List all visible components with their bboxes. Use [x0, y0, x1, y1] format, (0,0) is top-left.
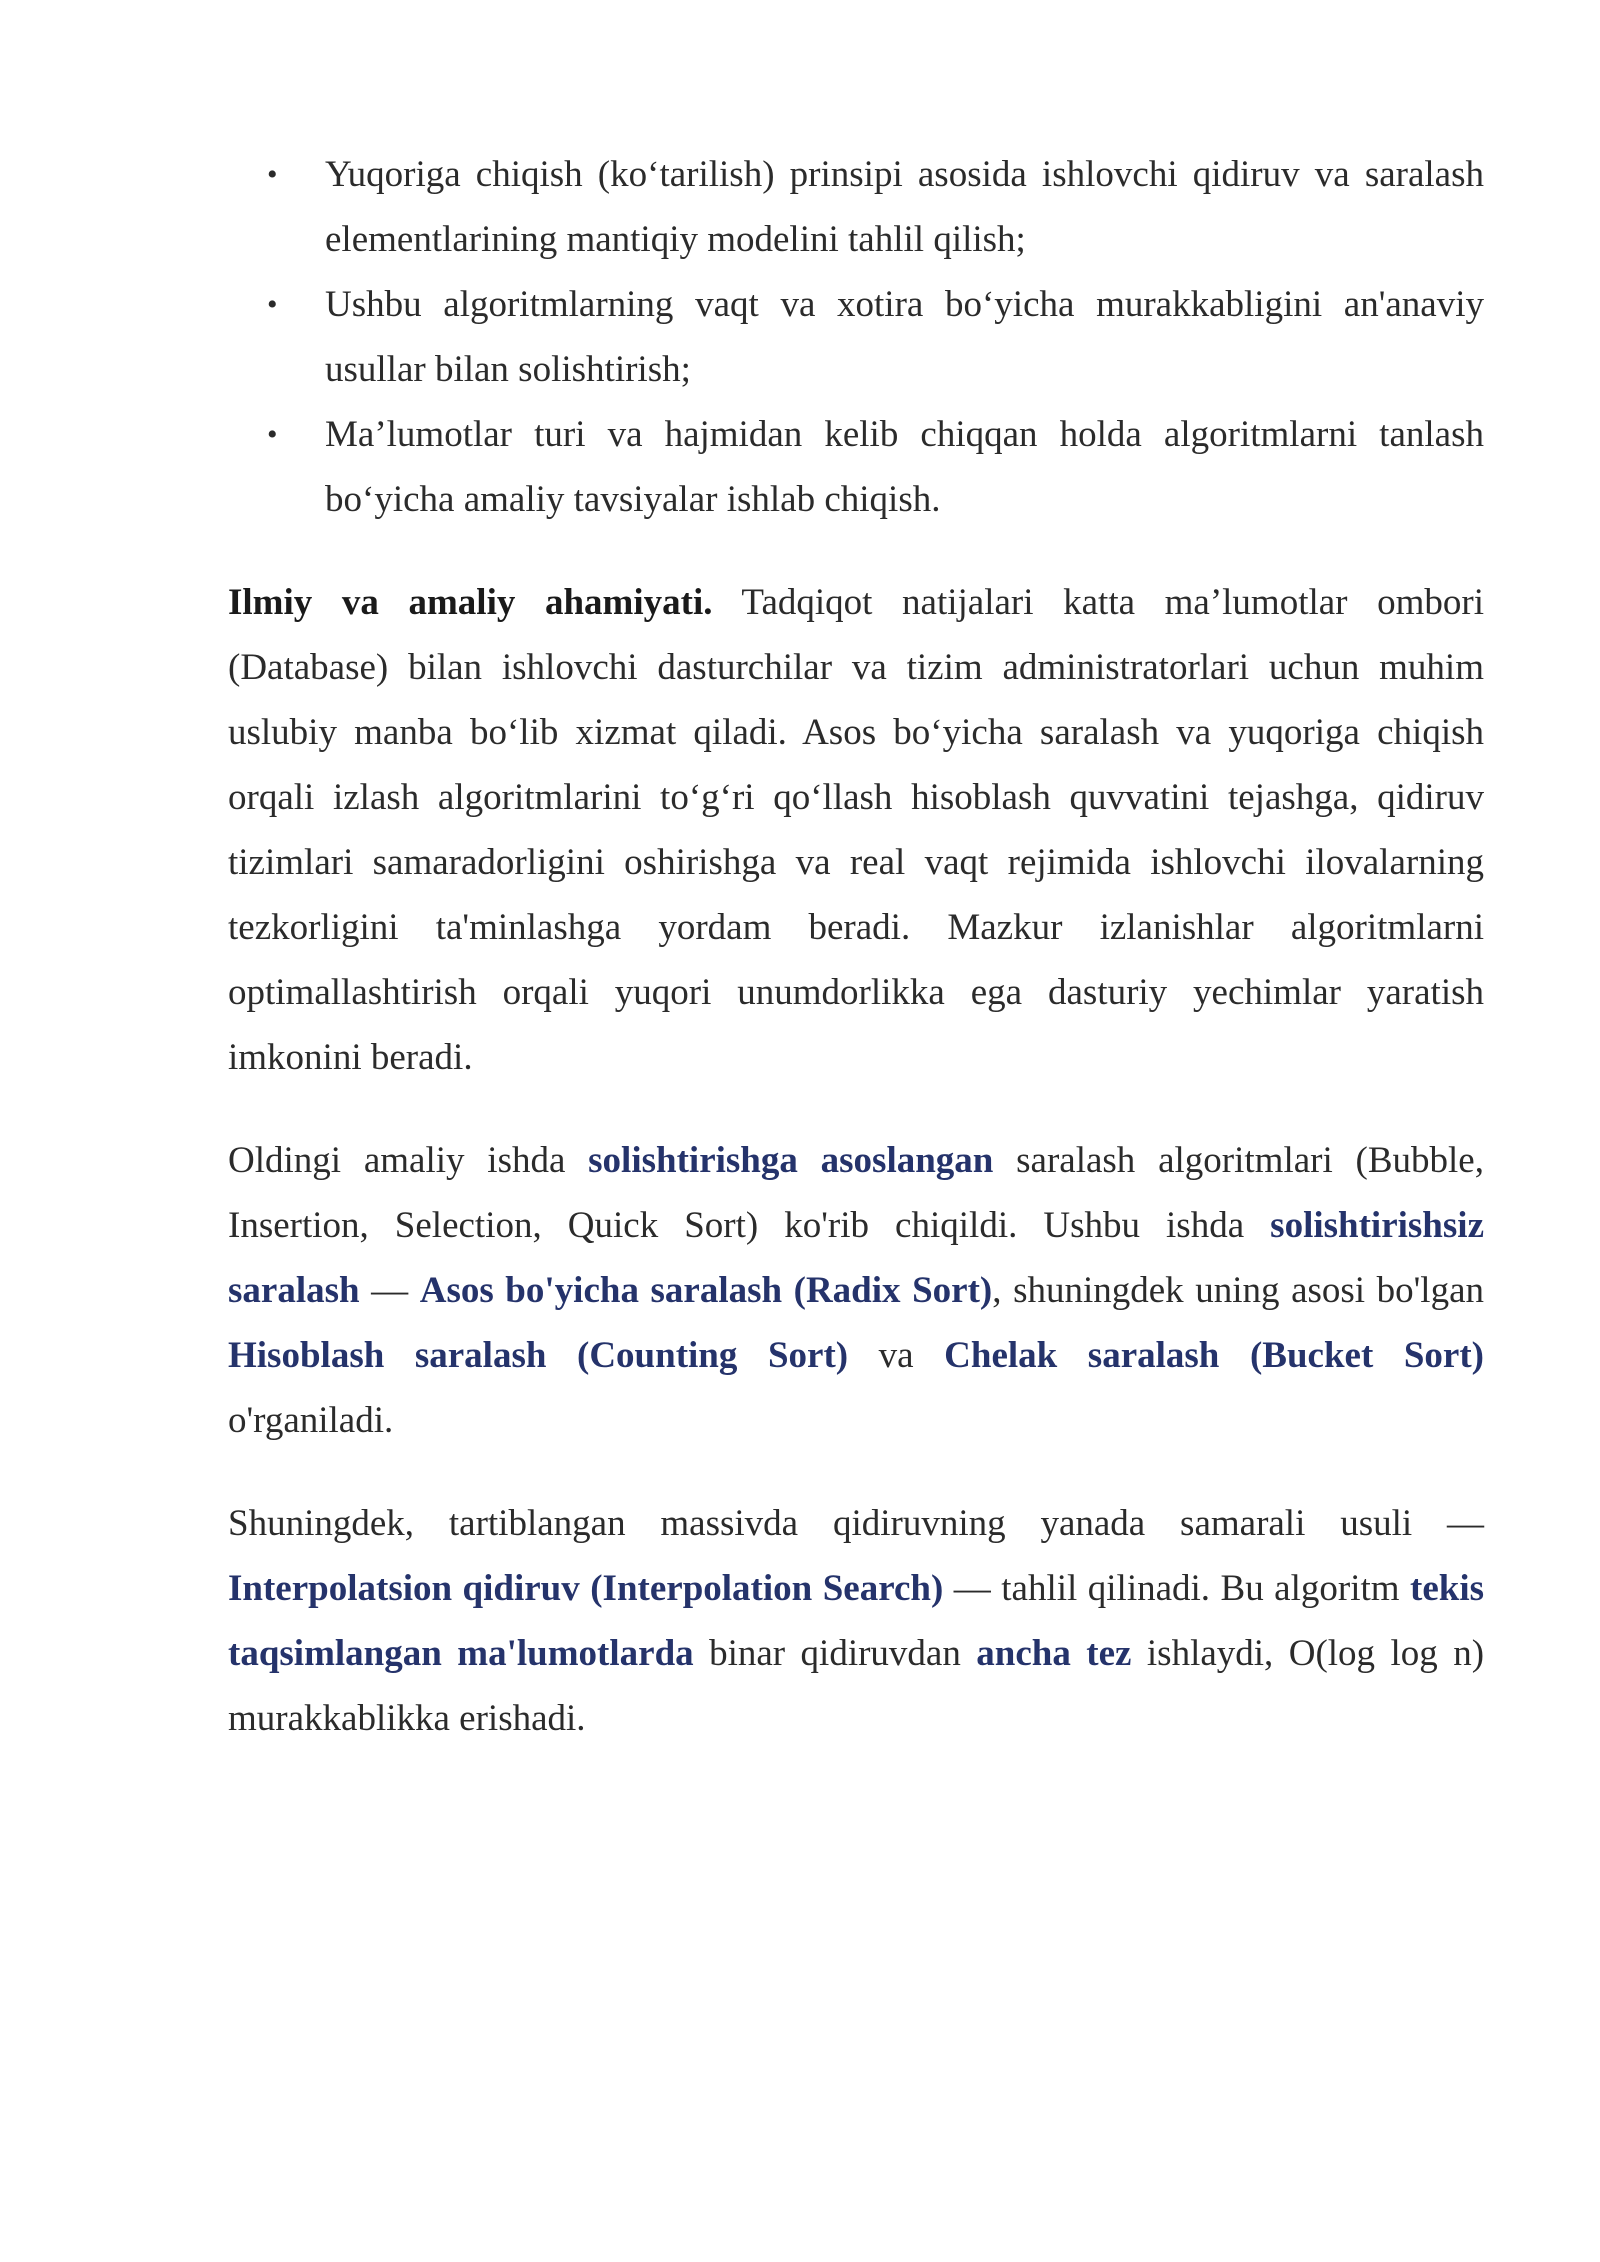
list-item: [267, 402, 1484, 532]
significance-heading: Ilmiy va amaliy ahamiyati.: [228, 582, 713, 623]
bullet-icon: •: [267, 418, 278, 451]
highlight-comparison-based: solishtirishga asoslangan: [588, 1140, 994, 1181]
paragraph-text: —: [359, 1270, 420, 1311]
list-item-text: Ushbu algoritmlarning vaqt va xotira bo‘yicha murakkabligini an'anaviy usullar bilan solishtirish;: [325, 284, 1484, 390]
objectives-list: [228, 142, 1484, 532]
search-paragraph: [228, 1491, 1484, 1751]
highlight-uniform-data: tekis taqsimlangan ma'lumotlarda: [228, 1568, 1485, 1674]
list-item: [267, 272, 1484, 402]
paragraph-text: , shuningdek uning asosi bo'lgan: [992, 1270, 1485, 1311]
list-item: [267, 142, 1484, 272]
highlight-interpolation-search: Interpolatsion qidiruv (Interpolation Search): [228, 1568, 944, 1609]
paragraph-text: — tahlil qilinadi. Bu algoritm: [943, 1568, 1411, 1609]
paragraph-text: saralash algoritmlari (Bubble, Insertion, Selection, Quick Sort) ko'rib chiqildi. Ushbu ishda: [228, 1140, 1484, 1246]
highlight-bucket-sort: Chelak saralash (Bucket Sort): [944, 1335, 1484, 1376]
previous-work-paragraph: [228, 1128, 1484, 1453]
significance-paragraph: [228, 570, 1484, 1090]
paragraph-text: ishlaydi, O(log log n) murakkablikka erishadi.: [228, 1633, 1485, 1739]
list-item-text: Ma’lumotlar turi va hajmidan kelib chiqqan holda algoritmlarni tanlash bo‘yicha amaliy tavsiyalar ishlab chiqish.: [325, 414, 1484, 520]
paragraph-text: o'rganiladi.: [228, 1400, 394, 1441]
highlight-much-faster: ancha tez: [976, 1633, 1132, 1674]
document-body: [228, 142, 1484, 1751]
list-item-text: Yuqoriga chiqish (ko‘tarilish) prinsipi asosida ishlovchi qidiruv va saralash elementlarining mantiqiy modelini tahlil qilish;: [325, 154, 1484, 260]
paragraph-text: binar qidiruvdan: [693, 1633, 977, 1674]
bullet-icon: •: [267, 288, 278, 321]
significance-text: Tadqiqot natijalari katta ma’lumotlar ombori (Database) bilan ishlovchi dasturchilar va tizim administratorlari uchun muhim uslubiy manba bo‘lib xizmat qiladi. Asos bo‘yicha saralash va yuqoriga chiqish orqali izlash algoritmlarini to‘g‘ri qo‘llash hisoblash quvvatini tejashga, qidiruv tizimlari samaradorligini oshirishga va real vaqt rejimida ishlovchi ilovalarning tezkorligini ta'minlashga yordam beradi. Mazkur izlanishlar algoritmlarni optimallashtirish orqali yuqori unumdorlikka ega dasturiy yechimlar yaratish imkonini beradi.: [228, 582, 1484, 1078]
paragraph-text: va: [848, 1335, 945, 1376]
paragraph-text: Shuningdek, tartiblangan massivda qidiruvning yanada samarali usuli —: [228, 1503, 1484, 1544]
paragraph-text: Oldingi amaliy ishda: [228, 1140, 589, 1181]
highlight-non-comparison-sort: solishtirishsiz saralash: [228, 1205, 1484, 1311]
highlight-counting-sort: Hisoblash saralash (Counting Sort): [228, 1335, 849, 1376]
bullet-icon: •: [267, 158, 278, 191]
highlight-radix-sort: Asos bo'yicha saralash (Radix Sort): [419, 1270, 993, 1311]
